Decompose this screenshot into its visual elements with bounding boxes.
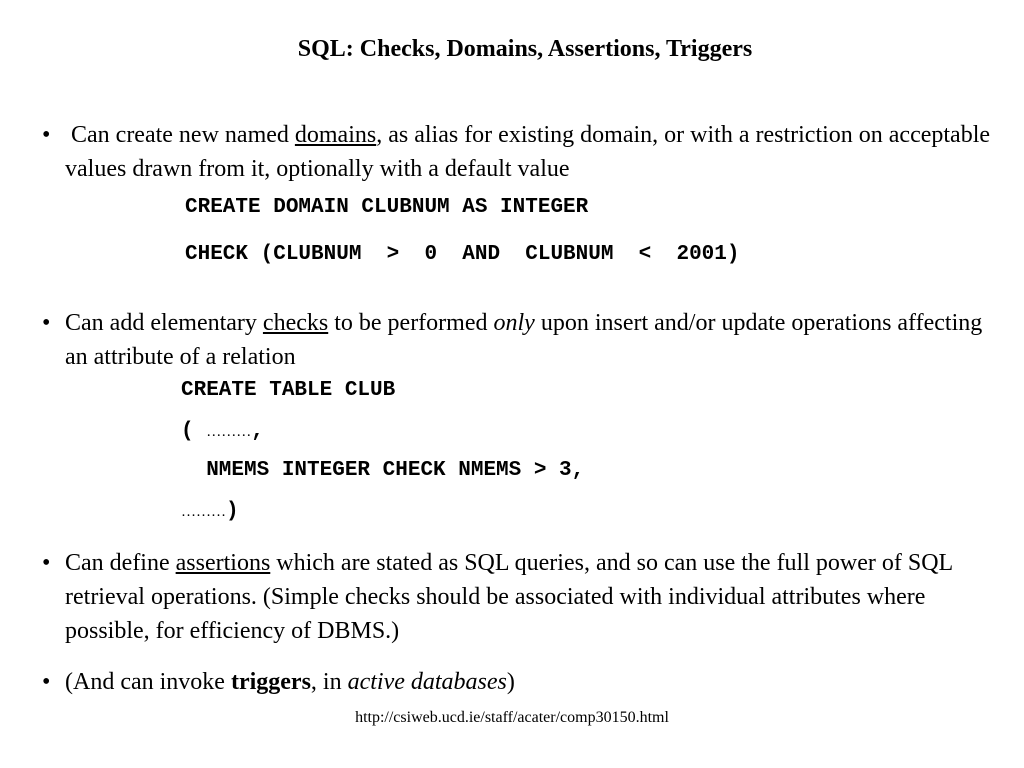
bullet-text xyxy=(65,306,1002,374)
bullet-text-mid: to be performed xyxy=(328,310,494,336)
bullet-checks xyxy=(42,306,1002,374)
bullet-text-pre: Can define xyxy=(65,550,176,576)
bullet-domains xyxy=(42,118,1002,186)
bullet-assertions xyxy=(42,546,1002,648)
bullet-text-pre: Can create new named xyxy=(65,122,295,148)
bullet-triggers xyxy=(42,665,1002,699)
bullet-text-pre: Can add elementary xyxy=(65,310,263,336)
code-comma: , xyxy=(251,420,264,443)
bullet-text xyxy=(65,546,1002,648)
code-line-create-domain: CREATE DOMAIN CLUBNUM AS INTEGER xyxy=(185,196,589,219)
bullet-text-post: , as alias for existing domain, or with a restriction on acceptable values drawn from it, optionally with a default value xyxy=(65,122,991,182)
term-domains: domains xyxy=(294,122,377,148)
strong-triggers: triggers xyxy=(230,669,311,695)
bullet-text-pre: (And can invoke xyxy=(65,669,231,695)
code-line-nmems-check: NMEMS INTEGER CHECK NMEMS > 3, xyxy=(181,459,585,482)
footer-url: http://csiweb.ucd.ie/staff/acater/comp30150.html xyxy=(355,709,669,726)
emph-only: only xyxy=(493,310,535,336)
term-checks: checks xyxy=(262,310,329,336)
slide-title: SQL: Checks, Domains, Assertions, Triggers xyxy=(297,36,753,62)
code-line-open-paren xyxy=(181,418,264,446)
bullet-marker: • xyxy=(42,310,51,336)
code-ellipsis: ……… xyxy=(206,424,252,440)
code-line-close-paren xyxy=(181,498,239,526)
bullet-text-post: ) xyxy=(506,669,515,695)
bullet-marker: • xyxy=(42,550,51,576)
code-line-check-clubnum: CHECK (CLUBNUM > 0 AND CLUBNUM < 2001) xyxy=(185,243,740,266)
emph-active-databases: active databases xyxy=(347,669,507,695)
bullet-text-post: which are stated as SQL queries, and so can use the full power of SQL retrieval operations. (Simple checks should be associated with individual attributes where possible, for efficiency of DBMS.) xyxy=(65,550,953,644)
bullet-marker: • xyxy=(42,122,51,148)
code-line-create-table: CREATE TABLE CLUB xyxy=(181,379,396,402)
bullet-text-post: upon insert and/or update operations affecting an attribute of a relation xyxy=(65,310,983,370)
bullet-text-mid: , in xyxy=(310,669,348,695)
bullet-text xyxy=(65,118,1002,186)
code-ellipsis: ……… xyxy=(181,504,226,520)
bullet-text xyxy=(65,665,1002,699)
term-assertions: assertions xyxy=(175,550,271,576)
bullet-marker: • xyxy=(42,669,51,695)
code-open-paren: ( xyxy=(181,420,207,443)
code-close-paren: ) xyxy=(226,500,239,523)
